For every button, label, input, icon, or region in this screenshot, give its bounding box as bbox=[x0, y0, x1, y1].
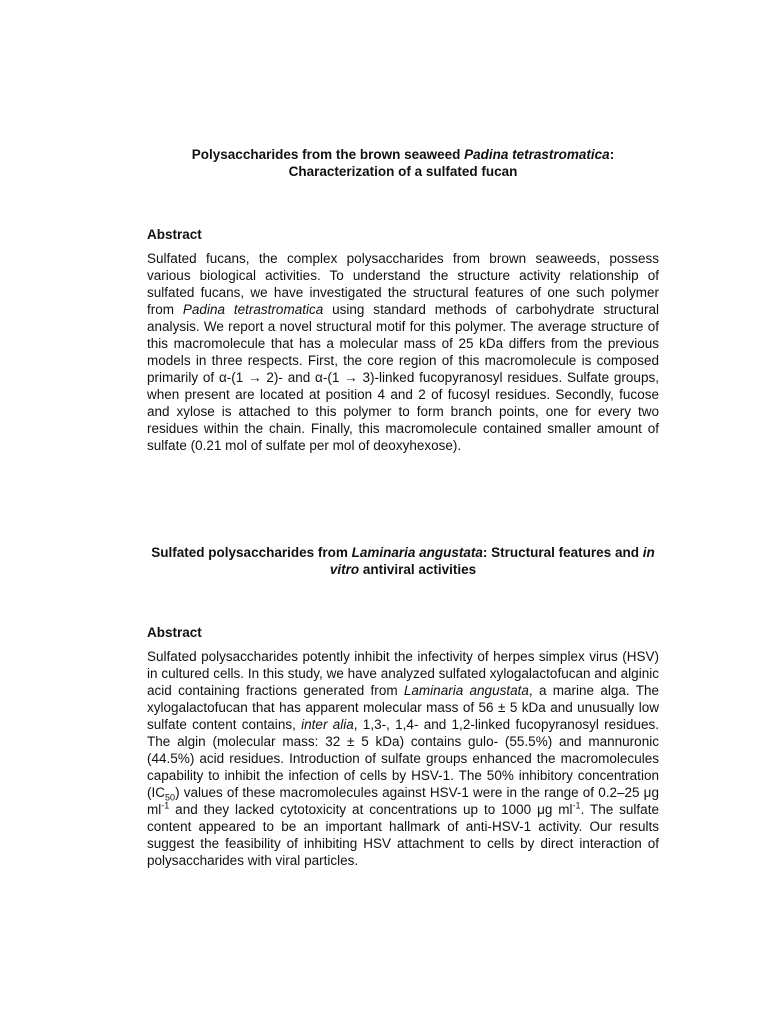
paper2-abstract-interalia: inter alia bbox=[301, 717, 354, 732]
paper2-abstract-heading: Abstract bbox=[147, 625, 202, 640]
paper1-title bbox=[147, 146, 659, 180]
paper2-abstract-part1: Sulfated polysaccharides potently inhibit the infectivity of herpes simplex virus (HSV) in cultured cells. In this study, we have analyzed sulfated xylogalactofucan and alginic acid containing fractions generated from bbox=[147, 649, 659, 698]
paper2-abstract-part3: , 1,3-, 1,4- and 1,2-linked fucopyranosyl residues. The algin (molecular mass: 32 ± 5 kDa) contains gulo- (55.5%) and mannuronic (44.5%) acid residues. Introduction of sulfate groups enhanced the macromolecules capability to inhibit the infection of cells by HSV-1. The 50% inhibitory concentration (IC bbox=[147, 717, 659, 800]
paper2-title-mid: : Structural features and bbox=[482, 545, 643, 560]
paper2-abstract-species: Laminaria angustata bbox=[403, 683, 529, 698]
paper2-title bbox=[147, 544, 659, 578]
paper1-abstract-part1: Sulfated fucans, the complex polysaccharides from brown seaweeds, possess various biological activities. To understand the structure activity relationship of sulfated fucans, we have investigated the structural features of one such polymer from bbox=[147, 251, 659, 317]
paper2-abstract-part2: , a marine alga. The xylogalactofucan that has apparent molecular mass of 56 ± 5 kDa and unusually low sulfate content contains, bbox=[147, 683, 659, 732]
paper1-title-pre: Polysaccharides from the brown seaweed bbox=[191, 147, 465, 162]
paper2-title-pre: Sulfated polysaccharides from bbox=[151, 545, 352, 560]
paper1-abstract-heading: Abstract bbox=[147, 227, 202, 242]
paper2-abstract-part4: ) values of these macromolecules against HSV-1 were in the range of 0.2–25 μg ml bbox=[147, 785, 659, 817]
paper1-title-post: : Characterization of a sulfated fucan bbox=[288, 147, 615, 179]
paper1-abstract-species: Padina tetrastromatica bbox=[182, 302, 324, 317]
paper2-superscript-2: -1 bbox=[572, 800, 581, 811]
paper2-abstract-part5: and they lacked cytotoxicity at concentrations up to 1000 μg ml bbox=[169, 802, 573, 817]
paper2-abstract-part6: . The sulfate content appeared to be an important hallmark of anti-HSV-1 activity. Our results suggest the feasibility of inhibiting HSV attachment to cells by direct interaction of polysaccharides with viral particles. bbox=[147, 802, 659, 868]
paper2-abstract-text bbox=[147, 648, 659, 869]
paper2-title-invitro: in vitro bbox=[329, 545, 655, 577]
paper2-ic50-subscript: 50 bbox=[165, 792, 176, 803]
paper2-title-post: antiviral activities bbox=[359, 562, 477, 577]
paper1-title-species: Padina tetrastromatica bbox=[464, 147, 610, 162]
paper2-title-species: Laminaria angustata bbox=[351, 545, 483, 560]
paper1-abstract-part2: using standard methods of carbohydrate structural analysis. We report a novel structural motif for this polymer. The average structure of this macromolecule that has a molecular mass of 25 kDa differs from the previous models in three respects. First, the core region of this macromolecule is composed primarily of α-(1 → 2)- and α-(1 → 3)-linked fucopyranosyl residues. Sulfate groups, when present are located at position 4 and 2 of fucosyl residues. Secondly, fucose and xylose is attached to this polymer to form branch points, one for every two residues within the chain. Finally, this macromolecule contained smaller amount of sulfate (0.21 mol of sulfate per mol of deoxyhexose). bbox=[147, 302, 659, 453]
paper1-abstract-text bbox=[147, 250, 659, 454]
paper2-superscript-1: -1 bbox=[161, 800, 170, 811]
